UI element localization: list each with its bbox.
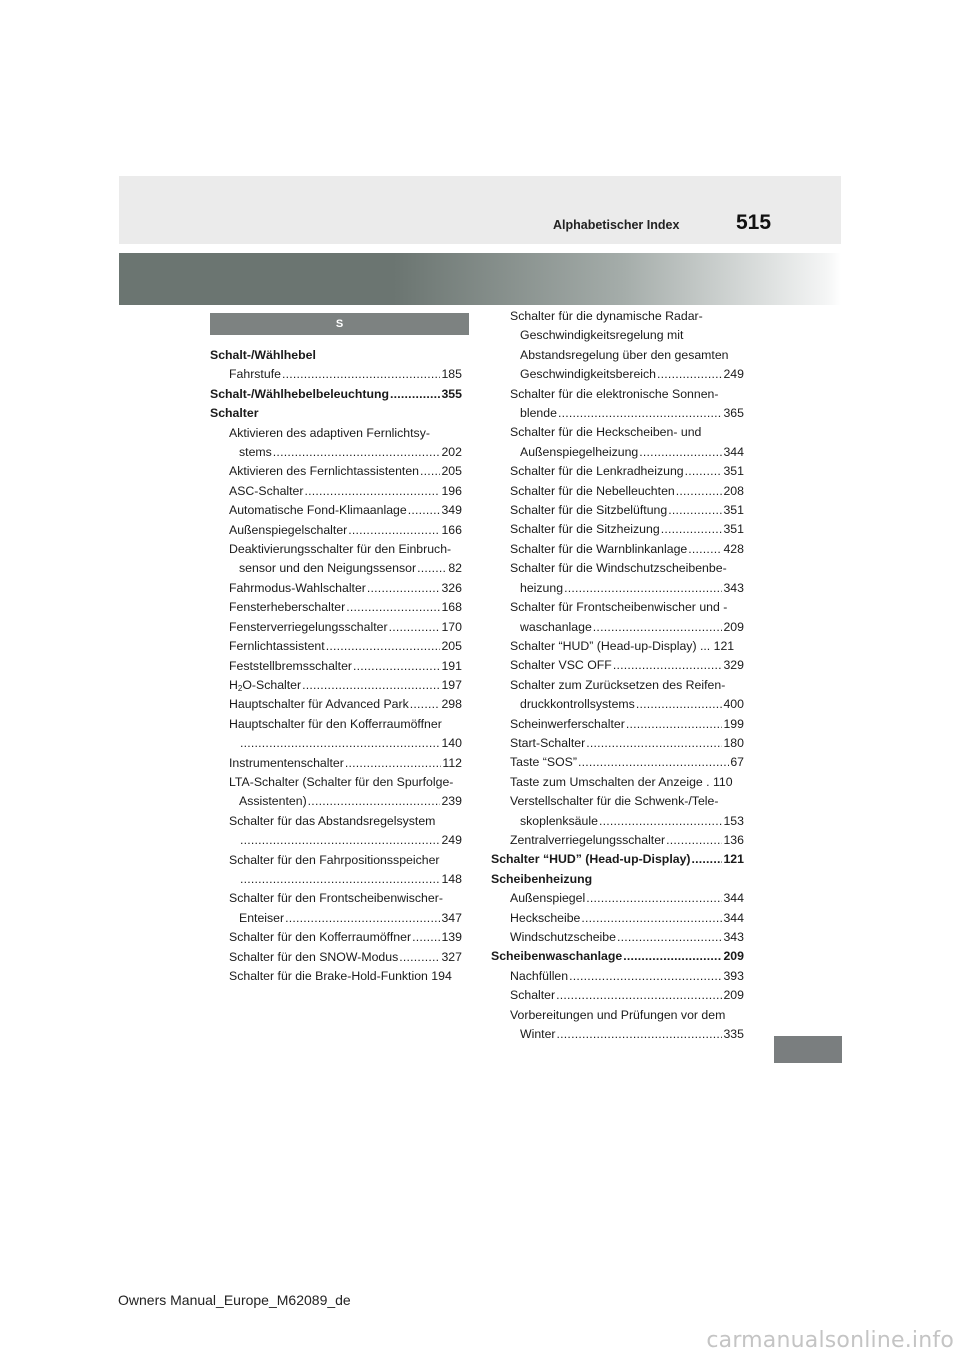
entry-text: O-Schalter: [242, 677, 302, 692]
index-entry-sub: [210, 773, 462, 792]
index-entry-sub: [491, 482, 744, 501]
dot-leader: [282, 365, 441, 384]
dot-leader: [348, 521, 440, 540]
index-entry-main: [210, 385, 462, 404]
index-entry-sub: [491, 656, 744, 675]
entry-label: Feststellbremsschalter: [229, 658, 353, 673]
entry-page-number: 344: [723, 891, 744, 906]
index-entry-continuation: [210, 870, 462, 889]
entry-label: Schalt-/Wählhebel: [210, 348, 316, 362]
entry-label: Schalter für die Sitzheizung: [510, 522, 660, 537]
entry-label: stems: [239, 445, 272, 460]
entry-label: Schalter VSC OFF: [510, 658, 612, 673]
index-entry-sub: [210, 501, 462, 520]
index-entry-sub: [491, 967, 744, 986]
entry-label: LTA-Schalter (Schalter für den Spurfolge-: [229, 774, 454, 789]
entry-page-number: 136: [723, 832, 744, 847]
entry-page-number: 351: [723, 503, 744, 518]
page-number: 515: [736, 211, 772, 234]
index-entry-continuation: [491, 695, 744, 714]
entry-page-number: 343: [723, 930, 744, 944]
dot-leader: [668, 501, 722, 520]
entry-page-number: 344: [723, 444, 744, 459]
entry-page-number: 168: [441, 600, 462, 615]
entry-label: Fahrmodus-Wahlschalter: [229, 580, 366, 595]
index-entry-continuation: [491, 326, 744, 345]
index-entry-sub: [491, 307, 744, 326]
dot-leader: [420, 462, 440, 481]
entry-page-number: 343: [723, 580, 744, 595]
index-entry-sub: [210, 715, 462, 734]
index-entry-sub: [491, 559, 744, 578]
entry-page-number: 326: [441, 580, 462, 595]
index-entry-main: [491, 870, 744, 889]
header-band: [119, 176, 841, 244]
index-entry-sub: [491, 715, 744, 734]
dot-leader: [666, 831, 722, 850]
index-entry-sub: [491, 598, 744, 617]
entry-label: Taste zum Umschalten der Anzeige . 110: [510, 774, 733, 789]
entry-page-number: 166: [441, 522, 462, 537]
entry-label: Winter: [520, 1027, 556, 1042]
index-entry-sub: [210, 365, 462, 384]
index-letter-heading: S: [210, 313, 469, 335]
dot-leader: [302, 676, 440, 695]
index-entry-sub: [491, 792, 744, 811]
entry-label: Taste “SOS”: [510, 755, 577, 770]
entry-label: Assistenten): [239, 794, 307, 809]
entry-label: Schalter für den Fahrpositionsspeicher: [229, 852, 440, 867]
index-entry-sub: [210, 928, 462, 947]
entry-page-number: 82: [448, 561, 462, 576]
entry-page-number: 329: [723, 658, 744, 673]
dot-leader: [558, 404, 723, 423]
index-entry-sub: [210, 695, 462, 714]
index-entry-continuation: [491, 1025, 744, 1044]
entry-page-number: 205: [441, 639, 462, 654]
index-entry-continuation: [491, 365, 744, 384]
index-entry-continuation: [491, 618, 744, 637]
entry-page-number: 355: [441, 386, 462, 401]
index-entry-sub: [210, 889, 462, 908]
entry-label: Instrumentenschalter: [229, 755, 344, 770]
index-entry-sub: [491, 773, 744, 792]
index-entry-sub: [210, 812, 462, 831]
entry-label: Heckscheibe: [510, 910, 581, 925]
entry-label: Nachfüllen: [510, 968, 569, 983]
index-entry-sub: [210, 462, 462, 481]
entry-page-number: 349: [441, 503, 462, 518]
entry-page-number: 365: [723, 406, 744, 421]
dot-leader: [636, 695, 723, 714]
dot-leader: [326, 637, 441, 656]
dot-leader: [240, 831, 440, 850]
entry-page-number: 393: [723, 968, 744, 983]
dot-leader: [617, 928, 723, 947]
index-entry-continuation: [491, 443, 744, 462]
entry-label: Scheibenheizung: [491, 871, 593, 886]
index-entry-sub: [210, 540, 462, 559]
entry-page-number: 205: [441, 464, 462, 479]
entry-page-number: 209: [723, 949, 744, 964]
dot-leader: [676, 482, 723, 501]
dot-leader: [639, 443, 722, 462]
entry-label: Geschwindigkeitsregelung mit: [520, 328, 684, 343]
entry-label: [229, 676, 301, 695]
entry-label: Windschutzscheibe: [510, 930, 616, 944]
entry-label: Abstandsregelung über den gesamten: [520, 347, 729, 362]
index-entry-sub: [491, 909, 744, 928]
entry-page-number: 298: [441, 697, 462, 712]
dot-leader: [399, 948, 440, 967]
dot-leader: [557, 1025, 723, 1044]
entry-page-number: 400: [723, 697, 744, 712]
index-entry-sub: [491, 1006, 744, 1025]
index-entry-sub: [210, 851, 462, 870]
entry-label: skoplenksäule: [520, 813, 598, 828]
dot-leader: [308, 792, 441, 811]
entry-page-number: 351: [723, 464, 744, 479]
entry-label: Schalter: [210, 406, 259, 421]
entry-label: Schalter für den SNOW-Modus: [229, 949, 399, 964]
index-entry-main: [491, 947, 744, 966]
entry-page-number: 428: [723, 541, 744, 556]
dot-leader: [657, 365, 722, 384]
index-entry-sub: [210, 579, 462, 598]
index-entry-sub: [491, 462, 744, 481]
index-entry-main: [491, 850, 744, 869]
entry-page-number: 351: [723, 522, 744, 537]
index-entry-sub: [210, 521, 462, 540]
index-entry-sub: [210, 676, 462, 695]
entry-label: Schalter für die Warnblinkanlage: [510, 541, 688, 556]
watermark: carmanualsonline.info: [706, 1328, 954, 1353]
entry-label: ASC-Schalter: [229, 483, 304, 498]
entry-page-number: 327: [441, 949, 462, 964]
dot-leader: [613, 656, 723, 675]
entry-page-number: 239: [441, 794, 462, 809]
entry-label: Schalter für das Abstandsregelsystem: [229, 813, 436, 828]
dot-leader: [417, 559, 447, 578]
index-entry-sub: [210, 657, 462, 676]
index-entry-main: [210, 346, 462, 365]
index-entry-sub: [491, 423, 744, 442]
index-entry-sub: [210, 637, 462, 656]
dot-leader: [556, 986, 722, 1005]
dot-leader: [581, 909, 722, 928]
entry-page-number: 347: [441, 910, 462, 925]
dot-leader: [410, 695, 441, 714]
dot-leader: [390, 385, 440, 404]
entry-page-number: 209: [723, 619, 744, 634]
entry-page-number: 185: [441, 367, 462, 382]
index-entry-sub: [210, 424, 462, 443]
dot-leader: [285, 909, 440, 928]
entry-label: Zentralverriegelungsschalter: [510, 832, 666, 847]
entry-page-number: 249: [723, 367, 744, 382]
entry-label: Deaktivierungsschalter für den Einbruch-: [229, 542, 452, 557]
index-entry-sub: [491, 889, 744, 908]
index-entry-sub: [491, 753, 744, 772]
dot-leader: [389, 618, 441, 637]
entry-label: Enteiser: [239, 910, 285, 925]
dot-leader: [623, 947, 722, 966]
entry-label: Schalter für die Brake-Hold-Funktion 194: [229, 969, 452, 983]
dot-leader: [346, 598, 440, 617]
entry-label: Schalter für die dynamische Radar-: [510, 309, 703, 323]
index-entry-continuation: [210, 559, 462, 578]
entry-label: Vorbereitungen und Prüfungen vor dem: [510, 1007, 726, 1022]
entry-label: Schalter “HUD” (Head-up-Display): [491, 852, 691, 867]
entry-label: Schalter für Frontscheibenwischer und -: [510, 600, 728, 615]
entry-prefix: H: [229, 677, 238, 692]
entry-label: Fensterverriegelungsschalter: [229, 619, 388, 634]
entry-label: blende: [520, 406, 557, 421]
index-entry-sub: [210, 482, 462, 501]
index-entry-sub: [491, 928, 744, 947]
index-column-right: [491, 307, 744, 1044]
entry-subscript: 2: [237, 683, 243, 693]
dot-leader: [240, 870, 440, 889]
entry-page-number: 197: [441, 677, 462, 692]
entry-label: Automatische Fond-Klimaanlage: [229, 503, 407, 518]
entry-label: Geschwindigkeitsbereich: [520, 367, 657, 382]
index-entry-sub: [491, 520, 744, 539]
dot-leader: [626, 715, 723, 734]
entry-label: Aktivieren des Fernlichtassistenten: [229, 464, 420, 479]
entry-label: Hauptschalter für den Kofferraumöffner: [229, 716, 442, 731]
entry-page-number: 139: [441, 930, 462, 945]
entry-page-number: 140: [441, 736, 462, 751]
index-entry-continuation: [210, 909, 462, 928]
index-entry-sub: [491, 501, 744, 520]
entry-label: Start-Schalter: [510, 735, 586, 750]
entry-label: Schalter für die elektronische Sonnen-: [510, 386, 719, 401]
index-entry-continuation: [210, 443, 462, 462]
dot-leader: [345, 754, 442, 773]
entry-label: heizung: [520, 580, 564, 595]
entry-page-number: 67: [730, 755, 744, 770]
index-entry-sub: [491, 637, 744, 656]
entry-page-number: 153: [723, 813, 744, 828]
entry-label: Hauptschalter für Advanced Park: [229, 697, 409, 712]
entry-label: Aktivieren des adaptiven Fernlichtsy-: [229, 425, 430, 440]
entry-label: druckkontrollsystems: [520, 697, 635, 712]
entry-label: Schalter für den Kofferraumöffner: [229, 930, 412, 945]
index-entry-sub: [210, 948, 462, 967]
entry-page-number: 208: [723, 483, 744, 498]
dot-leader: [586, 889, 722, 908]
entry-label: Verstellschalter für die Schwenk-/Tele-: [510, 794, 719, 809]
index-entry-sub: [210, 967, 462, 986]
dot-leader: [593, 618, 723, 637]
entry-label: Außenspiegelheizung: [520, 444, 639, 459]
entry-page-number: 121: [723, 852, 744, 867]
section-title: Alphabetischer Index: [553, 218, 680, 232]
dot-leader: [564, 579, 722, 598]
entry-label: Außenspiegelschalter: [229, 522, 348, 537]
index-entry-continuation: [491, 404, 744, 423]
index-entry-sub: [491, 734, 744, 753]
entry-label: Fensterheberschalter: [229, 600, 346, 615]
footer-document-id: Owners Manual_Europe_M62089_de: [118, 1292, 351, 1308]
entry-page-number: 202: [441, 445, 462, 460]
entry-page-number: 209: [723, 988, 744, 1003]
dot-leader: [305, 482, 441, 501]
chapter-gradient-bar: [119, 253, 841, 305]
entry-label: Schalter für die Sitzbelüftung: [510, 503, 668, 518]
entry-page-number: 249: [441, 833, 462, 848]
dot-leader: [412, 928, 440, 947]
index-entry-continuation: [491, 812, 744, 831]
dot-leader: [688, 540, 722, 559]
dot-leader: [692, 850, 723, 869]
entry-page-number: 170: [441, 619, 462, 634]
entry-page-number: 335: [723, 1027, 744, 1042]
entry-label: Schalter für die Heckscheiben- und: [510, 425, 702, 440]
dot-leader: [578, 753, 729, 772]
index-entry-sub: [210, 598, 462, 617]
entry-label: Scheinwerferschalter: [510, 716, 625, 731]
index-entry-sub: [491, 831, 744, 850]
index-entry-continuation: [210, 831, 462, 850]
dot-leader: [661, 520, 723, 539]
entry-page-number: 112: [442, 755, 462, 770]
entry-label: waschanlage: [520, 619, 592, 634]
index-entry-sub: [491, 986, 744, 1005]
dot-leader: [273, 443, 441, 462]
dot-leader: [408, 501, 441, 520]
entry-label: Scheibenwaschanlage: [491, 949, 623, 964]
entry-label: Schalter für den Frontscheibenwischer-: [229, 891, 443, 906]
entry-page-number: 148: [441, 871, 462, 886]
index-entry-sub: [491, 540, 744, 559]
entry-label: Schalter für die Lenkradheizung: [510, 464, 684, 479]
entry-label: Schalter zum Zurücksetzen des Reifen-: [510, 677, 726, 692]
entry-page-number: 199: [723, 716, 744, 731]
chapter-side-tab: [774, 1036, 842, 1063]
entry-label: Schalter für die Nebelleuchten: [510, 483, 675, 498]
entry-label: Schalter: [510, 988, 556, 1003]
index-entry-sub: [491, 385, 744, 404]
index-entry-continuation: [491, 579, 744, 598]
entry-page-number: 191: [441, 658, 462, 673]
index-entry-continuation: [210, 792, 462, 811]
dot-leader: [599, 812, 723, 831]
entry-label: sensor und den Neigungssensor: [239, 561, 417, 576]
entry-label: Schalter “HUD” (Head-up-Display) ... 121: [510, 638, 735, 653]
dot-leader: [353, 657, 440, 676]
dot-leader: [685, 462, 723, 481]
index-entry-continuation: [491, 346, 744, 365]
index-entry-sub: [210, 618, 462, 637]
dot-leader: [367, 579, 441, 598]
dot-leader: [586, 734, 722, 753]
entry-page-number: 180: [723, 735, 744, 750]
entry-label: Fahrstufe: [229, 367, 281, 382]
index-entry-sub: [210, 754, 462, 773]
entry-label: Fernlichtassistent: [229, 639, 325, 654]
entry-label: Schalt-/Wählhebelbeleuchtung: [210, 386, 390, 401]
index-entry-sub: [491, 676, 744, 695]
index-column-left: [210, 346, 462, 986]
entry-page-number: 344: [723, 910, 744, 925]
dot-leader: [569, 967, 722, 986]
index-entry-continuation: [210, 734, 462, 753]
entry-label: Schalter für die Windschutzscheibenbe-: [510, 561, 727, 576]
entry-label: Außenspiegel: [510, 891, 586, 906]
index-entry-main: [210, 404, 462, 423]
dot-leader: [240, 734, 440, 753]
entry-page-number: 196: [441, 483, 462, 498]
